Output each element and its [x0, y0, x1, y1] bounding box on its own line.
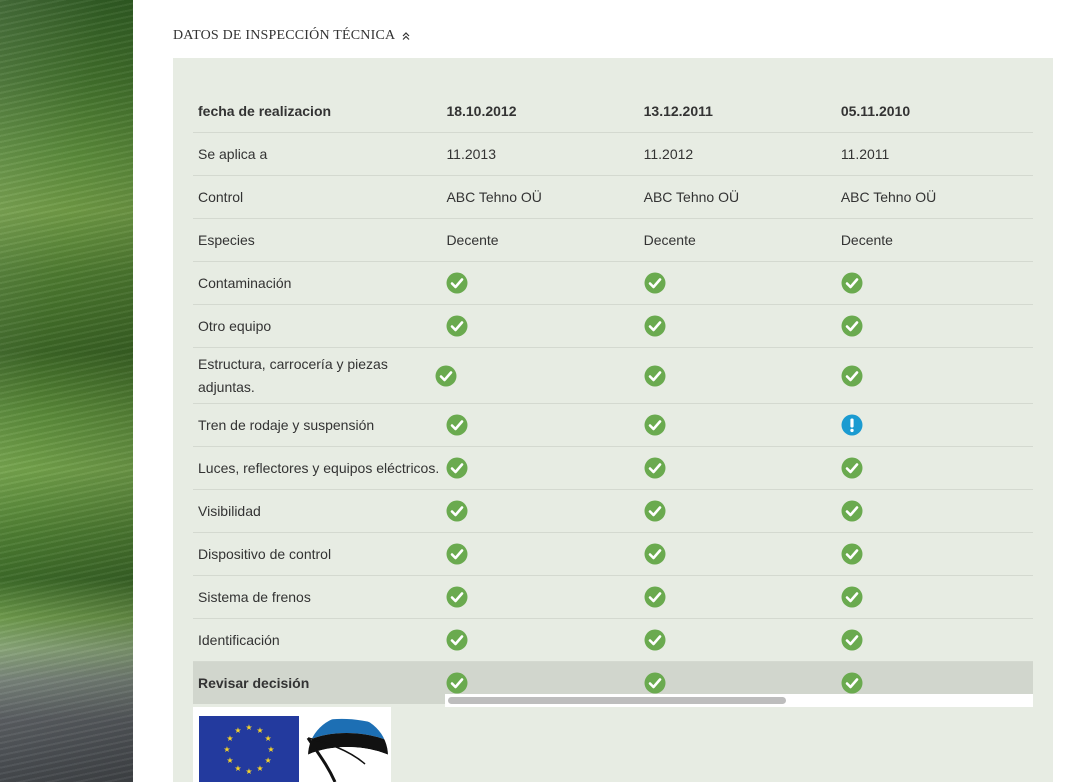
row-value: 11.2011	[840, 146, 890, 162]
eu-star-icon: ★	[226, 756, 234, 765]
header-date-2: 13.12.2011	[643, 103, 713, 119]
row-value: ABC Tehno OÜ	[840, 189, 937, 205]
status-cell	[441, 414, 638, 436]
eu-star-icon: ★	[234, 764, 242, 774]
inspection-table	[193, 90, 1033, 704]
exclamation-circle-icon	[841, 414, 863, 436]
status-cell	[639, 543, 836, 565]
section-title: DATOS DE INSPECCIÓN TÉCNICA	[173, 28, 396, 43]
scrollbar-thumb[interactable]	[448, 697, 786, 704]
check-circle-icon	[446, 272, 468, 294]
row-label: Revisar decisión	[198, 674, 310, 691]
row-label: Visibilidad	[198, 502, 261, 519]
check-circle-icon	[841, 457, 863, 479]
check-circle-icon	[841, 586, 863, 608]
check-circle-icon	[644, 457, 666, 479]
status-cell	[836, 500, 1033, 522]
eu-star-icon: ★	[234, 725, 242, 735]
check-circle-icon	[841, 272, 863, 294]
status-cell	[836, 315, 1033, 337]
check-circle-icon	[644, 672, 666, 694]
header-date-3: 05.11.2010	[840, 103, 911, 119]
status-cell	[836, 586, 1033, 608]
eu-star-icon: ★	[267, 745, 275, 754]
status-cell	[639, 315, 836, 337]
status-cell	[441, 672, 638, 694]
check-circle-icon	[446, 586, 468, 608]
table-row	[193, 348, 1033, 404]
check-circle-icon	[841, 629, 863, 651]
eu-flag-icon	[199, 716, 299, 782]
row-value: 11.2012	[643, 146, 694, 162]
status-cell	[441, 457, 638, 479]
eu-star-icon: ★	[256, 725, 264, 735]
estonian-flag-logo-icon	[305, 716, 391, 782]
status-cell	[441, 586, 638, 608]
check-circle-icon	[841, 672, 863, 694]
table-row	[193, 533, 1033, 576]
row-value: 11.2013	[446, 146, 497, 162]
check-circle-icon	[644, 629, 666, 651]
table-row-applies-to	[193, 133, 1033, 176]
status-cell	[639, 414, 836, 436]
check-circle-icon	[446, 543, 468, 565]
check-circle-icon	[446, 629, 468, 651]
row-value: ABC Tehno OÜ	[643, 189, 740, 205]
check-circle-icon	[446, 500, 468, 522]
chevron-double-up-icon[interactable]	[401, 31, 411, 41]
table-row	[193, 305, 1033, 348]
check-circle-icon	[841, 543, 863, 565]
status-cell	[430, 365, 639, 387]
check-circle-icon	[644, 365, 666, 387]
eu-star-icon: ★	[245, 767, 253, 776]
table-row-control	[193, 176, 1033, 219]
row-value: Decente	[446, 232, 499, 248]
check-circle-icon	[644, 586, 666, 608]
eu-star-icon: ★	[223, 745, 231, 754]
row-label: Luces, reflectores y equipos eléctricos.	[198, 459, 440, 476]
status-cell	[639, 500, 836, 522]
row-value: Decente	[643, 232, 696, 248]
check-circle-icon	[435, 365, 457, 387]
row-value: Decente	[840, 232, 893, 248]
status-rows	[193, 262, 1033, 704]
status-cell	[639, 365, 836, 387]
status-cell	[639, 272, 836, 294]
table-row	[193, 576, 1033, 619]
inspection-panel	[173, 58, 1053, 782]
status-cell	[836, 672, 1033, 694]
status-cell	[441, 500, 638, 522]
check-circle-icon	[644, 315, 666, 337]
table-row-species	[193, 219, 1033, 262]
check-circle-icon	[446, 315, 468, 337]
check-circle-icon	[446, 672, 468, 694]
section-header[interactable]	[173, 27, 411, 45]
check-circle-icon	[644, 543, 666, 565]
side-background-photo	[0, 0, 133, 782]
row-value: ABC Tehno OÜ	[446, 189, 542, 205]
eu-star-icon: ★	[264, 734, 272, 743]
eu-star-icon: ★	[226, 734, 234, 743]
funding-logos	[193, 707, 391, 782]
eu-star-icon: ★	[245, 723, 253, 732]
row-label: Especies	[198, 231, 255, 248]
status-cell	[639, 672, 836, 694]
eu-star-icon: ★	[256, 764, 264, 774]
status-cell	[836, 629, 1033, 651]
table-row	[193, 490, 1033, 533]
status-cell	[441, 315, 638, 337]
status-cell	[836, 365, 1033, 387]
eu-star-icon: ★	[264, 756, 272, 765]
row-label: Tren de rodaje y suspensión	[198, 416, 375, 433]
row-label: Sistema de frenos	[198, 588, 311, 605]
row-label: Contaminación	[198, 274, 292, 291]
check-circle-icon	[841, 315, 863, 337]
status-cell	[836, 414, 1033, 436]
table-row	[193, 262, 1033, 305]
row-label: Otro equipo	[198, 317, 272, 334]
status-cell	[441, 272, 638, 294]
horizontal-scrollbar[interactable]	[445, 694, 1033, 707]
check-circle-icon	[644, 500, 666, 522]
header-date-1: 18.10.2012	[446, 103, 517, 119]
header-label: fecha de realizacion	[198, 102, 332, 119]
status-cell	[836, 543, 1033, 565]
row-label: Identificación	[198, 631, 280, 648]
check-circle-icon	[841, 500, 863, 522]
row-label: Se aplica a	[198, 145, 268, 162]
row-label: Control	[198, 188, 244, 205]
check-circle-icon	[446, 414, 468, 436]
table-row	[193, 447, 1033, 490]
check-circle-icon	[446, 457, 468, 479]
status-cell	[639, 629, 836, 651]
check-circle-icon	[841, 365, 863, 387]
status-cell	[836, 457, 1033, 479]
table-row	[193, 404, 1033, 447]
status-cell	[639, 586, 836, 608]
row-label: Estructura, carrocería y piezas adjuntas.	[198, 355, 388, 395]
check-circle-icon	[644, 272, 666, 294]
status-cell	[441, 543, 638, 565]
status-cell	[836, 272, 1033, 294]
status-cell	[639, 457, 836, 479]
status-cell	[441, 629, 638, 651]
check-circle-icon	[644, 414, 666, 436]
row-label: Dispositivo de control	[198, 545, 332, 562]
table-row	[193, 619, 1033, 662]
table-header-row	[193, 90, 1033, 133]
